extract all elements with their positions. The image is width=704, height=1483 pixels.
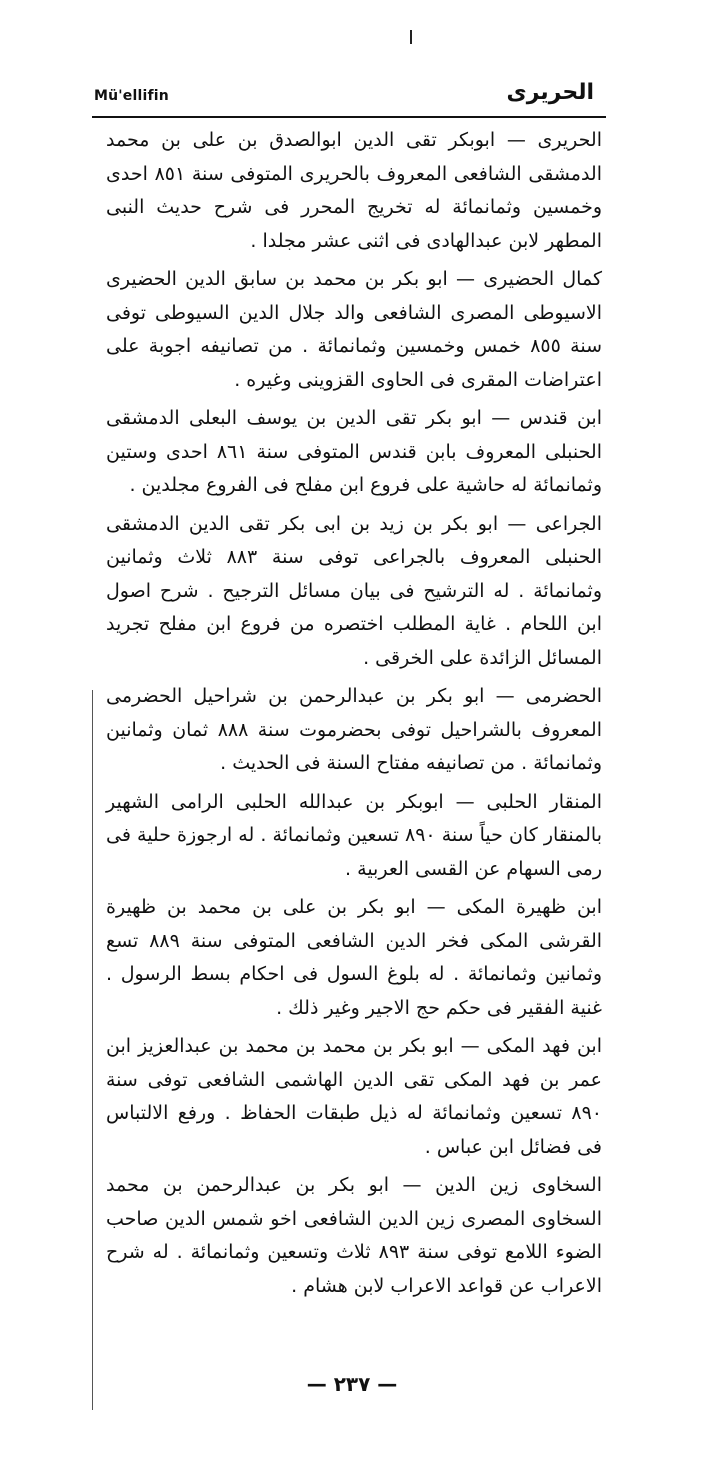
entry-jarai: الجراعى — ابو بكر بن زيد بن ابى بكر تقى الدين الدمشقى الحنبلى المعروف بالجراعى توفى سنة ٨٨٣ ثلاث وثمانين وثمانمائة . له الترشيح فى بيان مسائل الترجيح . شرح اصول ابن اللحام . غاية المطلب اختصره من فروع ابن مفلح تجريد المسائل الزائدة على الخرقى . — [106, 512, 603, 669]
running-header-arabic: الحريرى — [506, 80, 594, 105]
entry-ibn-qundus: ابن قندس — ابو بكر تقى الدين بن يوسف البعلى الدمشقى الحنبلى المعروف بابن قندس المتوفى سنة ٨٦١ احدى وستين وثمانمائة له حاشية على فروع ابن مفلح فى الفروع مجلدين . — [106, 407, 602, 496]
margin-line — [92, 690, 93, 1410]
body-text — [106, 124, 602, 1308]
entry-hariri: الحريرى — ابوبكر تقى الدين ابوالصدق بن على بن محمد الدمشقى الشافعى المعروف بالحريرى المتوفى سنة ٨٥١ احدى وخمسين وثمانمائة له تخريج المحرر فى شرح حديث النبى المطهر لابن عبدالهادى فى اثنى عشر مجلدا . — [106, 129, 602, 252]
top-mark — [410, 30, 412, 44]
running-header-latin: Mü'ellifin — [94, 88, 169, 104]
page-number: — ٢٣٧ — — [306, 1372, 398, 1396]
entry-ibn-zuhayra: ابن ظهيرة المكى — ابو بكر بن على بن محمد بن ظهيرة القرشى المكى فخر الدين الشافعى المتوفى سنة ٨٨٩ تسع وثمانين وثمانمائة . له بلوغ السول فى احكام بسط الرسول . غنية الفقير فى حكم حج الاجير وغير ذلك . — [106, 896, 603, 1019]
entry-ibn-fahd: ابن فهد المكى — ابو بكر بن محمد بن محمد بن عبدالعزيز ابن عمر بن فهد المكى تقى الدين الهاشمى الشافعى توفى سنة ٨٩٠ تسعين وثمانمائة له ذيل طبقات الحفاظ . ورفع الالتباس فى فضائل ابن عباس . — [106, 1035, 602, 1158]
header-rule — [92, 116, 606, 118]
entry-sakhawi: السخاوى زين الدين — ابو بكر بن عبدالرحمن بن محمد السخاوى المصرى زين الدين الشافعى اخو شمس الدين صاحب الضوء اللامع توفى سنة ٨٩٣ ثلاث وتسعين وثمانمائة . له شرح الاعراب عن قواعد الاعراب لابن هشام . — [106, 1174, 602, 1297]
entry-hudayri: كمال الحضيرى — ابو بكر بن محمد بن سابق الدين الحضيرى الاسيوطى المصرى الشافعى والد جلال الدين السيوطى توفى سنة ٨٥٥ خمس وخمسين وثمانمائة . من تصانيفه اجوبة على اعتراضات المقرى فى الحاوى القزوينى وغيره . — [106, 268, 602, 391]
entry-hadrami: الحضرمى — ابو بكر بن عبدالرحمن بن شراحيل الحضرمى المعروف بالشراحيل توفى بحضرموت سنة ٨٨٨ ثمان وثمانين وثمانمائة . من تصانيفه مفتاح السنة فى الحديث . — [106, 685, 602, 774]
entry-minqar: المنقار الحلبى — ابوبكر بن عبدالله الحلبى الرامى الشهير بالمنقار كان حياً سنة ٨٩٠ تسعين وثمانمائة . له ارجوزة حلية فى رمى السهام عن القسى العربية . — [106, 790, 602, 880]
